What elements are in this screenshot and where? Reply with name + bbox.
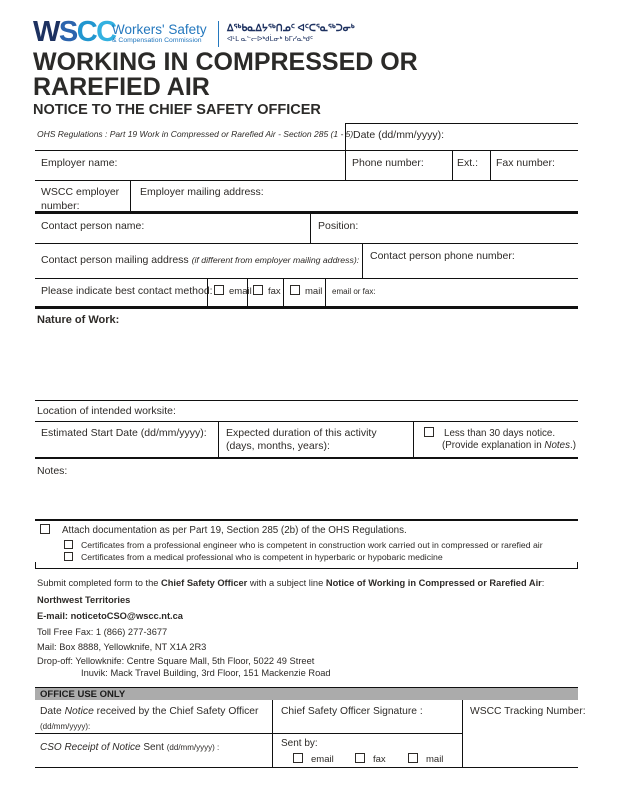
receipt-sent-format: (dd/mm/yyyy) : — [166, 743, 220, 752]
date-received-label — [40, 706, 258, 717]
divider-thick — [35, 306, 578, 309]
divider-v — [490, 150, 491, 180]
wscc-logo-letter: W — [33, 16, 59, 48]
sent-by-mail-checkbox-icon[interactable] — [408, 753, 418, 763]
duration-label-line1: Expected duration of this activity — [226, 427, 377, 439]
sent-by-option-email[interactable] — [293, 753, 334, 765]
mail-line: Mail: Box 8888, Yellowknife, NT X1A 2R3 — [37, 642, 207, 652]
medical-cert-label: Certificates from a medical professional who is competent in hyperbaric or hypobaric medicine — [81, 552, 443, 562]
attach-docs-label: Attach documentation as per Part 19, Section 285 (2b) of the OHS Regulations. — [62, 525, 407, 536]
date-field[interactable] — [450, 124, 575, 148]
engineer-cert-label: Certificates from a professional engineer who is competent in construction work carried out in compressed or rarefied air — [81, 540, 543, 550]
cso-signature-label: Chief Safety Officer Signature : — [281, 706, 423, 717]
ext-field[interactable] — [457, 168, 485, 178]
contact-mailing-note: (if different from employer mailing address): — [191, 255, 360, 265]
date-received-italic: Notice — [64, 706, 94, 717]
receipt-sent-italic: CSO Receipt of Notice — [40, 742, 141, 753]
contact-phone-label: Contact person phone number: — [370, 250, 515, 262]
divider-v — [462, 699, 463, 767]
nature-of-work-area[interactable] — [37, 330, 577, 395]
contact-method-label: Please indicate best contact method: — [41, 285, 213, 297]
worksite-location-label: Location of intended worksite: — [37, 405, 176, 417]
page-title-line1: WORKING IN COMPRESSED OR — [33, 48, 418, 76]
office-use-header-bar — [35, 687, 578, 700]
start-date-field[interactable] — [41, 440, 211, 455]
mail-option-label: mail — [305, 286, 323, 297]
divider-v — [218, 421, 219, 457]
wscc-logo-letter: C — [76, 16, 97, 48]
phone-number-field[interactable] — [352, 168, 447, 178]
divider-v — [452, 150, 453, 180]
submit-instruction-post: : — [541, 578, 545, 588]
receipt-sent-label — [40, 742, 219, 753]
wscc-logo — [33, 16, 116, 49]
fax-checkbox-icon[interactable] — [253, 285, 263, 295]
wscc-logo-letter: C — [96, 16, 116, 48]
page-title-line2: RAREFIED AIR — [33, 73, 210, 101]
logo-name-line2: & Compensation Commission — [112, 37, 202, 44]
divider — [35, 733, 462, 734]
sent-by-email-checkbox-icon[interactable] — [293, 753, 303, 763]
sent-by-fax-label: fax — [373, 754, 386, 765]
email-contact-address[interactable]: noticetoCSO@wscc.nt.ca — [70, 611, 183, 621]
divider-v — [325, 278, 326, 306]
position-field[interactable] — [368, 216, 573, 241]
fax-option-label: fax — [268, 286, 281, 297]
email-or-fax-field[interactable] — [385, 282, 575, 304]
divider — [35, 400, 578, 401]
short-notice-option[interactable] — [424, 427, 555, 439]
wscc-logo-letter: S — [58, 16, 77, 48]
notes-area[interactable] — [37, 478, 577, 516]
divider-v — [362, 243, 363, 278]
divider — [35, 519, 578, 521]
duration-field[interactable] — [340, 440, 410, 455]
divider — [35, 278, 578, 279]
page-title — [33, 50, 418, 100]
contact-mailing-label-text: Contact person mailing address — [41, 254, 192, 266]
date-label: Date (dd/mm/yyyy): — [353, 129, 445, 141]
submit-instruction — [37, 578, 544, 588]
contact-name-label: Contact person name: — [41, 220, 145, 232]
contact-mailing-field[interactable] — [41, 262, 356, 276]
divider-v — [310, 214, 311, 243]
date-received-format: (dd/mm/yyyy): — [40, 722, 91, 731]
employer-mailing-label: Employer mailing address: — [140, 186, 264, 198]
logo-syllabics-line1: ᐃᖅᑲᓇᐃᔭᖅᑎᓄᑦ ᐊᑦᑕᕐᓇᖅᑐᓂᒃ — [227, 23, 355, 34]
divider-tick — [35, 562, 36, 568]
office-use-header-label: OFFICE USE ONLY — [40, 689, 126, 700]
dropoff-line2: Inuvik: Mack Travel Building, 3rd Floor, 151 Mackenzie Road — [81, 668, 331, 678]
tracking-number-label: WSCC Tracking Number: — [470, 706, 586, 717]
date-received-pre: Date — [40, 706, 65, 717]
divider — [35, 767, 578, 768]
receipt-sent-text: Sent — [140, 742, 167, 753]
sent-by-option-mail[interactable] — [408, 753, 443, 765]
attach-docs-checkbox-icon[interactable] — [40, 524, 50, 534]
logo-divider — [218, 21, 219, 47]
divider — [35, 243, 578, 244]
employer-name-label: Employer name: — [41, 157, 118, 169]
employer-mailing-field[interactable] — [275, 182, 575, 210]
phone-number-label: Phone number: — [352, 157, 424, 169]
contact-name-field[interactable] — [150, 216, 308, 241]
short-notice-note-italic: Notes — [544, 440, 570, 451]
date-received-post: received by the Chief Safety Officer — [93, 706, 259, 717]
wscc-employer-number-field[interactable] — [95, 196, 128, 210]
divider — [35, 150, 578, 151]
engineer-cert-checkbox-icon[interactable] — [64, 540, 73, 549]
duration-label-line2: (days, months, years): — [226, 440, 330, 452]
submit-instruction-mid: with a subject line — [247, 578, 326, 588]
wscc-employer-number-label: WSCC employer number: — [41, 186, 120, 212]
sent-by-email-label: email — [311, 754, 334, 765]
notes-label: Notes: — [37, 465, 68, 477]
page-subtitle: NOTICE TO THE CHIEF SAFETY OFFICER — [33, 102, 321, 118]
region-label: Northwest Territories — [37, 595, 131, 605]
cso-signature-field[interactable] — [281, 718, 456, 732]
tracking-number-field[interactable] — [470, 720, 575, 760]
sent-by-fax-checkbox-icon[interactable] — [355, 753, 365, 763]
short-notice-label: Less than 30 days notice. — [444, 428, 556, 439]
mail-checkbox-icon[interactable] — [290, 285, 300, 295]
fax-number-field[interactable] — [496, 168, 574, 178]
divider-v — [413, 421, 414, 457]
divider-v — [283, 278, 284, 306]
tollfree-fax-line: Toll Free Fax: 1 (866) 277-3677 — [37, 627, 168, 637]
attach-medical-option[interactable] — [64, 552, 443, 562]
start-date-label: Estimated Start Date (dd/mm/yyyy): — [41, 427, 207, 439]
date-received-field[interactable] — [100, 720, 265, 732]
receipt-sent-field[interactable] — [210, 740, 265, 760]
dropoff-line1: Drop-off: Yellowknife: Centre Square Mall, 5th Floor, 5022 49 Street — [37, 656, 315, 666]
divider — [35, 568, 578, 569]
divider-v — [345, 150, 346, 180]
contact-method-option-fax[interactable] — [253, 285, 281, 297]
short-notice-note — [442, 440, 576, 451]
submit-instruction-subject: Notice of Working in Compressed or Rarefied Air — [325, 578, 542, 588]
divider-v — [130, 180, 131, 212]
fax-number-label: Fax number: — [496, 157, 555, 169]
employer-name-field[interactable] — [120, 152, 340, 178]
wscc-logo-wordmark — [112, 22, 207, 44]
sent-by-mail-label: mail — [426, 754, 444, 765]
divider — [35, 421, 578, 422]
divider-v — [272, 699, 273, 767]
logo-name-line1: Workers' Safety — [112, 22, 207, 37]
nature-of-work-label: Nature of Work: — [37, 314, 120, 326]
sent-by-label: Sent by: — [281, 738, 318, 749]
logo-syllabics — [227, 23, 355, 44]
divider — [35, 180, 578, 181]
logo-syllabics-line2: ᐊᒻᒪ ᓇᓪᓕᐅᒃᑯᒫᓂᒃ ᑲᒥᓯᓇᒃᑯᑦ — [227, 36, 314, 43]
short-notice-checkbox-icon[interactable] — [424, 427, 434, 437]
email-option-label: email — [229, 286, 252, 297]
attach-docs-option[interactable] — [40, 524, 407, 536]
contact-method-option-email[interactable] — [214, 285, 252, 297]
position-label: Position: — [318, 220, 359, 232]
attach-engineer-option[interactable] — [64, 540, 543, 550]
email-or-fax-label: email or fax: — [332, 287, 376, 296]
short-notice-note-post: .) — [569, 440, 576, 451]
medical-cert-checkbox-icon[interactable] — [64, 552, 73, 561]
ext-label: Ext.: — [457, 157, 479, 169]
email-contact-label: E-mail: — [37, 611, 71, 621]
regulation-reference: OHS Regulations : Part 19 Work in Compressed or Rarefied Air - Section 285 (1 - 5) — [37, 129, 354, 139]
sent-by-option-fax[interactable] — [355, 753, 386, 765]
submit-instruction-cso: Chief Safety Officer — [161, 578, 248, 588]
email-contact-line — [37, 611, 183, 621]
divider-tick — [577, 562, 578, 568]
contact-phone-field[interactable] — [370, 262, 570, 276]
worksite-location-field[interactable] — [180, 402, 575, 419]
contact-method-option-mail[interactable] — [290, 285, 322, 297]
divider — [35, 457, 578, 459]
submit-instruction-pre: Submit completed form to the — [37, 578, 162, 588]
short-notice-note-pre: (Provide explanation in — [442, 440, 545, 451]
email-checkbox-icon[interactable] — [214, 285, 224, 295]
